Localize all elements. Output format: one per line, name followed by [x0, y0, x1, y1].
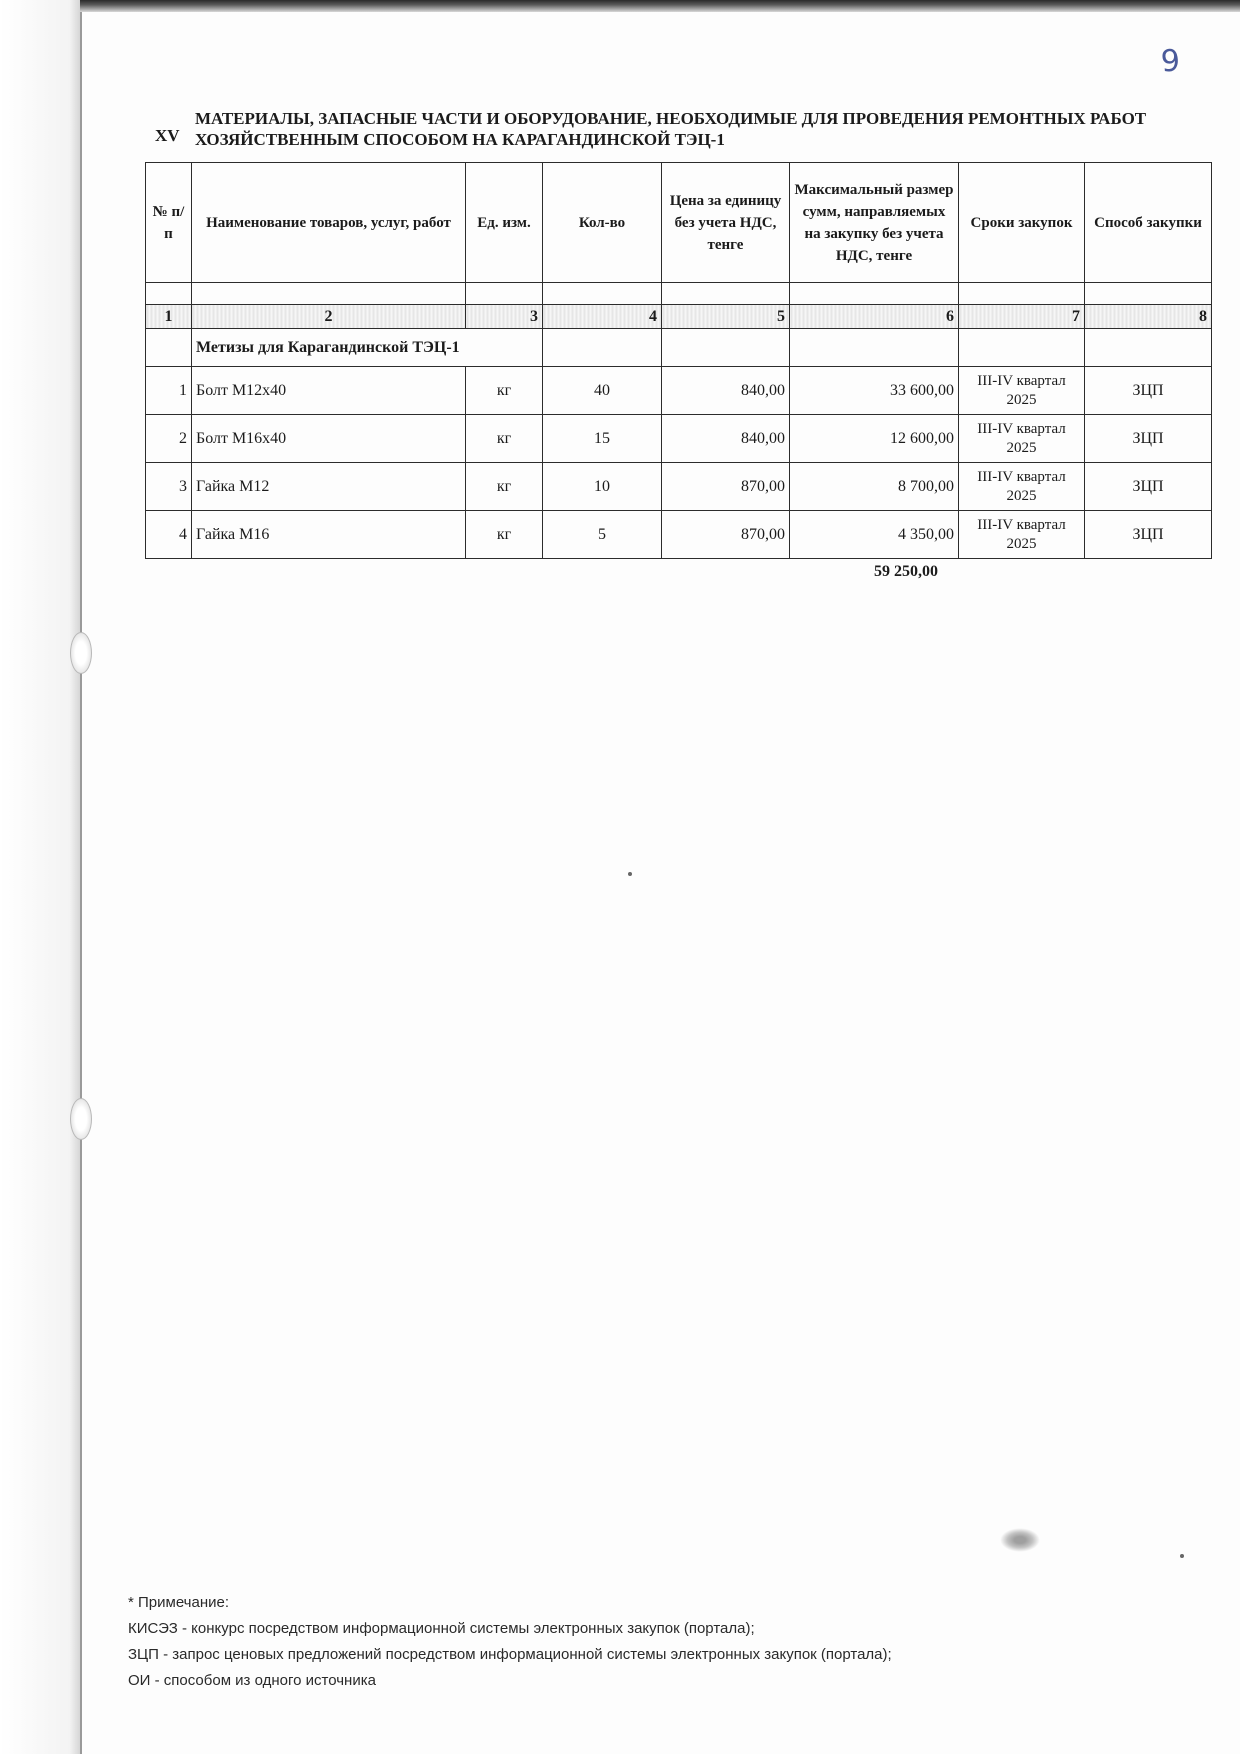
- row-amount: 33 600,00: [790, 367, 959, 415]
- column-number-row: [146, 305, 1212, 329]
- row-item-name: Гайка М16: [192, 511, 466, 559]
- row-price: 870,00: [662, 463, 790, 511]
- table-header-row: [146, 163, 1212, 283]
- row-unit: кг: [466, 415, 543, 463]
- row-price: 840,00: [662, 367, 790, 415]
- table-row: [146, 415, 1212, 463]
- row-unit: кг: [466, 367, 543, 415]
- row-qty: 40: [543, 367, 662, 415]
- column-number: 8: [1085, 305, 1212, 329]
- section-number: XV: [155, 126, 180, 145]
- row-qty: 10: [543, 463, 662, 511]
- col-header-name: Наименование товаров, услуг, работ: [192, 163, 466, 283]
- table-row: [146, 463, 1212, 511]
- footnote: [128, 1590, 892, 1694]
- row-price: 870,00: [662, 511, 790, 559]
- footnote-line: ОИ - способом из одного источника: [128, 1672, 376, 1689]
- row-qty: 5: [543, 511, 662, 559]
- row-number: 1: [146, 367, 192, 415]
- handwritten-page-number: 9: [1159, 43, 1182, 80]
- col-header-number: № п/п: [146, 163, 192, 283]
- col-header-amount: Максимальный размер сумм, направляемых на закупку без учета НДС, тенге: [790, 163, 959, 283]
- column-number: 1: [146, 305, 192, 329]
- section-title: МАТЕРИАЛЫ, ЗАПАСНЫЕ ЧАСТИ И ОБОРУДОВАНИЕ, НЕОБХОДИМЫЕ ДЛЯ ПРОВЕДЕНИЯ РЕМОНТНЫХ РАБОТ ХОЗЯЙСТВЕННЫМ СПОСОБОМ НА КАРАГАНДИНСКОЙ ТЭЦ-1: [195, 109, 1147, 149]
- group-title: Метизы для Карагандинской ТЭЦ-1: [192, 329, 543, 367]
- table-total: 59 250,00: [874, 563, 938, 580]
- col-header-unit: Ед. изм.: [466, 163, 543, 283]
- ink-dot: [628, 872, 632, 876]
- row-price: 840,00: [662, 415, 790, 463]
- column-number: 6: [790, 305, 959, 329]
- col-header-period: Сроки закупок: [959, 163, 1085, 283]
- row-number: 4: [146, 511, 192, 559]
- column-number: 5: [662, 305, 790, 329]
- column-number: 4: [543, 305, 662, 329]
- group-row: [146, 329, 1212, 367]
- binding-line: [80, 0, 82, 1754]
- row-number: 2: [146, 415, 192, 463]
- row-unit: кг: [466, 463, 543, 511]
- footnote-line: ЗЦП - запрос ценовых предложений посредством информационной системы электронных закупок (портала);: [128, 1646, 892, 1663]
- row-qty: 15: [543, 415, 662, 463]
- column-number: 3: [466, 305, 543, 329]
- row-unit: кг: [466, 511, 543, 559]
- row-period: III-IV квартал 2025: [959, 367, 1085, 415]
- row-period: III-IV квартал 2025: [959, 463, 1085, 511]
- row-period: III-IV квартал 2025: [959, 415, 1085, 463]
- row-method: ЗЦП: [1085, 415, 1212, 463]
- row-item-name: Болт М16х40: [192, 415, 466, 463]
- row-amount: 8 700,00: [790, 463, 959, 511]
- column-number: 2: [192, 305, 466, 329]
- punch-hole: [70, 1098, 92, 1140]
- row-amount: 4 350,00: [790, 511, 959, 559]
- row-period: III-IV квартал 2025: [959, 511, 1085, 559]
- row-amount: 12 600,00: [790, 415, 959, 463]
- col-header-method: Способ закупки: [1085, 163, 1212, 283]
- row-method: ЗЦП: [1085, 511, 1212, 559]
- row-method: ЗЦП: [1085, 367, 1212, 415]
- table-row: [146, 367, 1212, 415]
- ink-dot: [1180, 1554, 1184, 1558]
- footnote-heading: * Примечание:: [128, 1594, 229, 1611]
- punch-hole: [70, 632, 92, 674]
- col-header-price: Цена за единицу без учета НДС, тенге: [662, 163, 790, 283]
- footnote-line: КИСЭЗ - конкурс посредством информационной системы электронных закупок (портала);: [128, 1620, 755, 1637]
- row-item-name: Гайка М12: [192, 463, 466, 511]
- table-spacer-row: [146, 283, 1212, 305]
- row-item-name: Болт М12х40: [192, 367, 466, 415]
- table-row: [146, 511, 1212, 559]
- ink-smudge: [1000, 1528, 1040, 1552]
- page-top-edge: [80, 0, 1240, 12]
- column-number: 7: [959, 305, 1085, 329]
- row-method: ЗЦП: [1085, 463, 1212, 511]
- procurement-table: [145, 162, 1212, 559]
- col-header-qty: Кол-во: [543, 163, 662, 283]
- page-binding-edge: [0, 0, 82, 1754]
- row-number: 3: [146, 463, 192, 511]
